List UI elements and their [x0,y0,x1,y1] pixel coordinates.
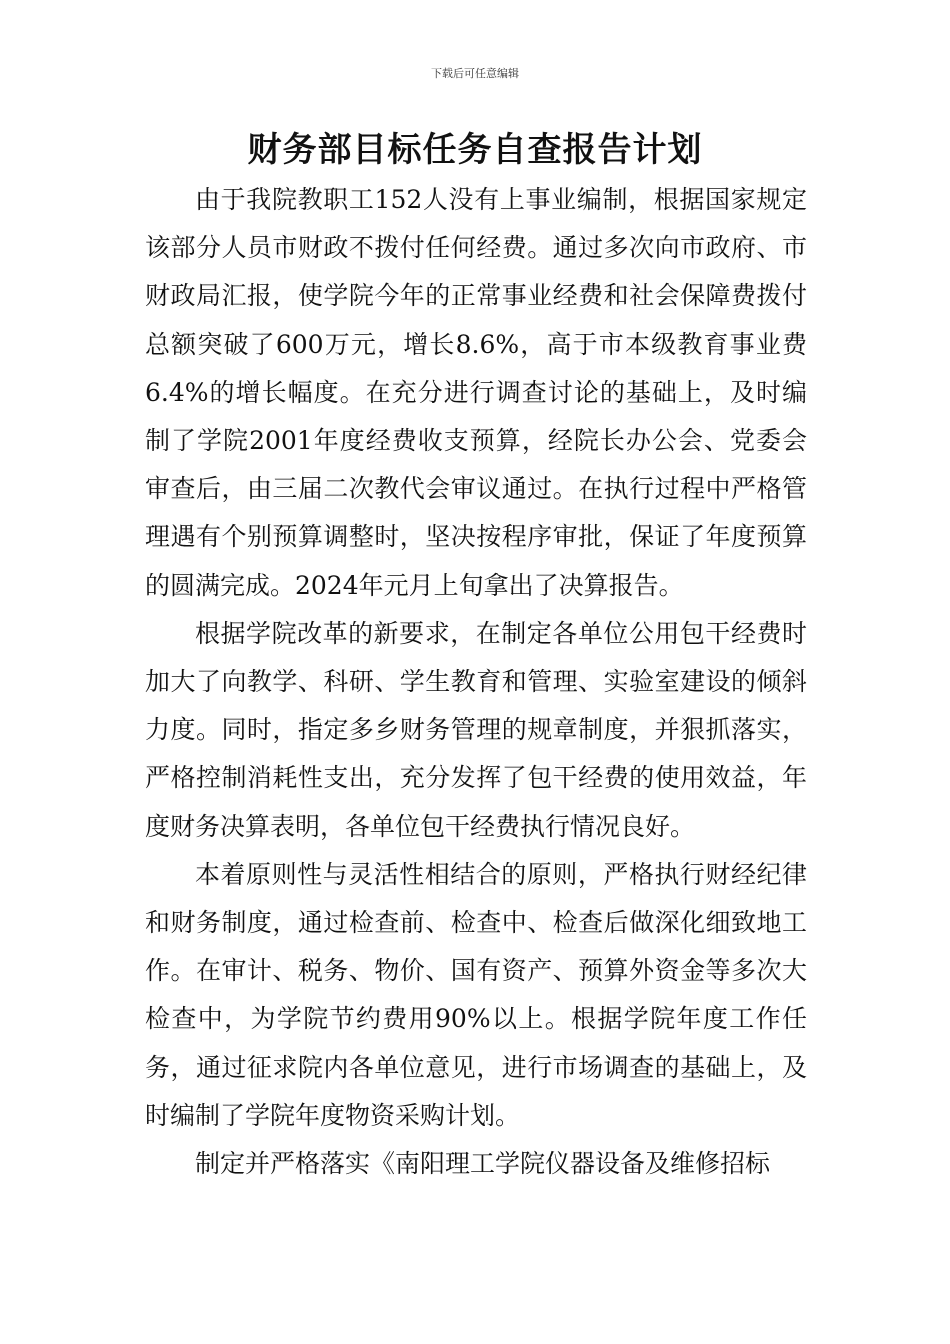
document-body [145,176,807,1188]
paragraph-1: 由于我院教职工152人没有上事业编制，根据国家规定该部分人员市财政不拨付任何经费。通过多次向市政府、市财政局汇报，使学院今年的正常事业经费和社会保障费拨付总额突破了600万元，增长8.6%，高于市本级教育事业费6.4%的增长幅度。在充分进行调查讨论的基础上，及时编制了学院2001年度经费收支预算，经院长办公会、党委会审查后，由三届二次教代会审议通过。在执行过程中严格管理遇有个别预算调整时，坚决按程序审批，保证了年度预算的圆满完成。2024年元月上旬拿出了决算报告。 [145,185,807,600]
document-title: 财务部目标任务自查报告计划 [247,130,703,170]
paragraph-4: 制定并严格落实《南阳理工学院仪器设备及维修招标 [195,1149,771,1179]
paragraph-2: 根据学院改革的新要求，在制定各单位公用包干经费时加大了向教学、科研、学生教育和管理、实验室建设的倾斜力度。同时，指定多乡财务管理的规章制度，并狠抓落实，严格控制消耗性支出，充分发挥了包干经费的使用效益，年度财务决算表明，各单位包干经费执行情况良好。 [145,618,807,841]
header-note: 下载后可任意编辑 [431,67,519,80]
paragraph-3: 本着原则性与灵活性相结合的原则，严格执行财经纪律和财务制度，通过检查前、检查中、检查后做深化细致地工作。在审计、税务、物价、国有资产、预算外资金等多次大检查中，为学院节约费用90%以上。根据学院年度工作任务，通过征求院内各单位意见，进行市场调查的基础上，及时编制了学院年度物资采购计划。 [145,859,807,1130]
